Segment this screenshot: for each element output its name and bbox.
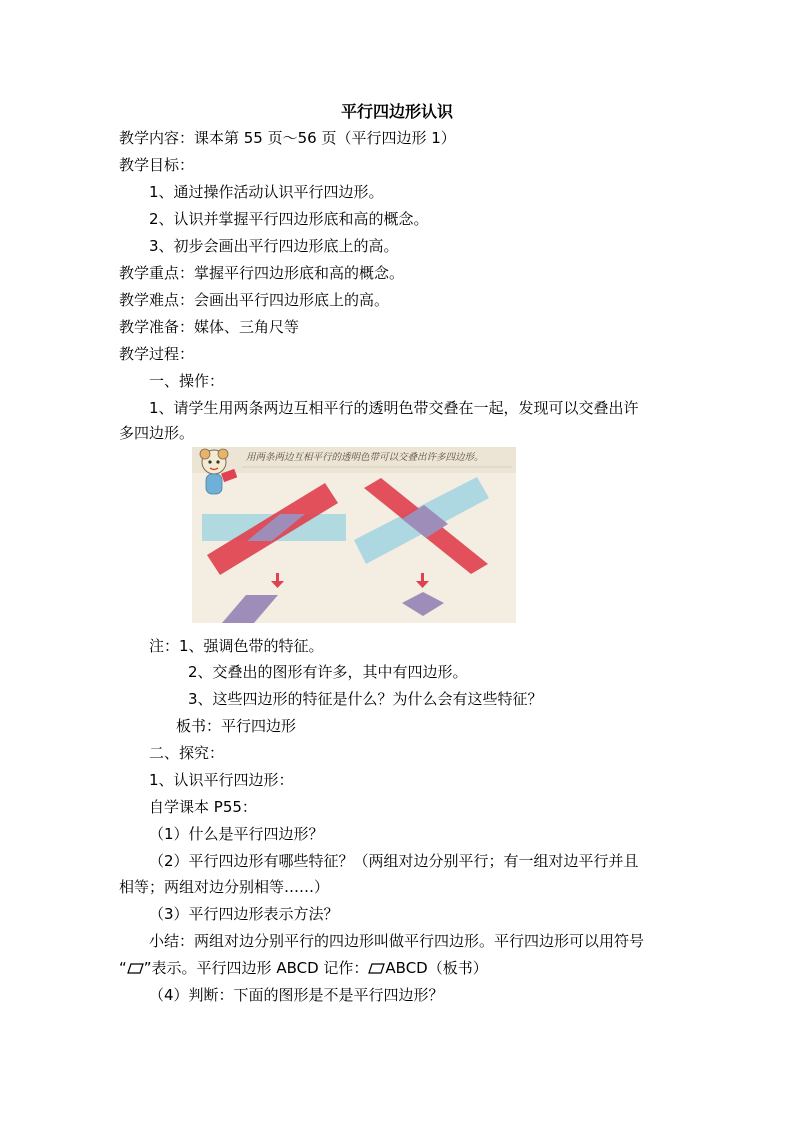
key-point-line: 教学重点：掌握平行四边形底和高的概念。 (119, 264, 405, 282)
page-title: 平行四边形认识 (340, 102, 453, 121)
strips-figure (192, 447, 516, 623)
difficulty-line: 教学难点：会画出平行四边形底上的高。 (119, 291, 390, 309)
figure-illustration (192, 447, 516, 623)
content-line: 教学内容：课本第 55 页～56 页（平行四边形 1） (119, 129, 456, 147)
note-item: 3、这些四边形的特征是什么？为什么会有这些特征？ (188, 690, 543, 708)
summary-notation: ABCD（板书） (385, 959, 488, 977)
question-item-cont: 相等；两组对边分别相等……） (119, 878, 330, 896)
parallelogram-symbol-icon (127, 963, 144, 974)
step1-heading: 一、操作： (149, 372, 225, 390)
step1-item-cont: 多四边形。 (119, 424, 195, 442)
self-study-line: 自学课本 P55： (149, 798, 257, 816)
preparation-line: 教学准备：媒体、三角尺等 (119, 318, 300, 336)
summary-line-cont (119, 958, 488, 978)
board-note: 板书：平行四边形 (176, 717, 297, 735)
parallelogram-symbol-icon (368, 963, 385, 974)
question-item: （3）平行四边形表示方法？ (149, 905, 339, 923)
step1-item: 1、请学生用两条两边互相平行的透明色带交叠在一起，发现可以交叠出许 (149, 399, 639, 417)
figure-caption: 用两条两边互相平行的透明色带可以交叠出许多四边形。 (246, 452, 484, 463)
summary-line: 小结：两组对边分别平行的四边形叫做平行四边形。平行四边形可以用符号 (149, 932, 645, 950)
goal-item: 2、认识并掌握平行四边形底和高的概念。 (149, 210, 429, 228)
goal-item: 1、通过操作活动认识平行四边形。 (149, 183, 384, 201)
open-quote: “ (119, 959, 127, 977)
process-heading: 教学过程： (119, 345, 195, 363)
summary-text: ”表示。平行四边形 ABCD 记作： (143, 959, 369, 977)
question-item: （4）判断：下面的图形是不是平行四边形？ (149, 986, 444, 1004)
goals-heading: 教学目标： (119, 156, 195, 174)
step2-heading: 二、探究： (149, 744, 225, 762)
question-item: （1）什么是平行四边形？ (149, 825, 324, 843)
note-item: 2、交叠出的图形有许多，其中有四边形。 (188, 663, 468, 681)
note-item: 注：1、强调色带的特征。 (149, 637, 324, 655)
goal-item: 3、初步会画出平行四边形底上的高。 (149, 237, 399, 255)
step2-item: 1、认识平行四边形： (149, 771, 294, 789)
question-item: （2）平行四边形有哪些特征？（两组对边分别平行；有一组对边平行并且 (149, 852, 639, 870)
